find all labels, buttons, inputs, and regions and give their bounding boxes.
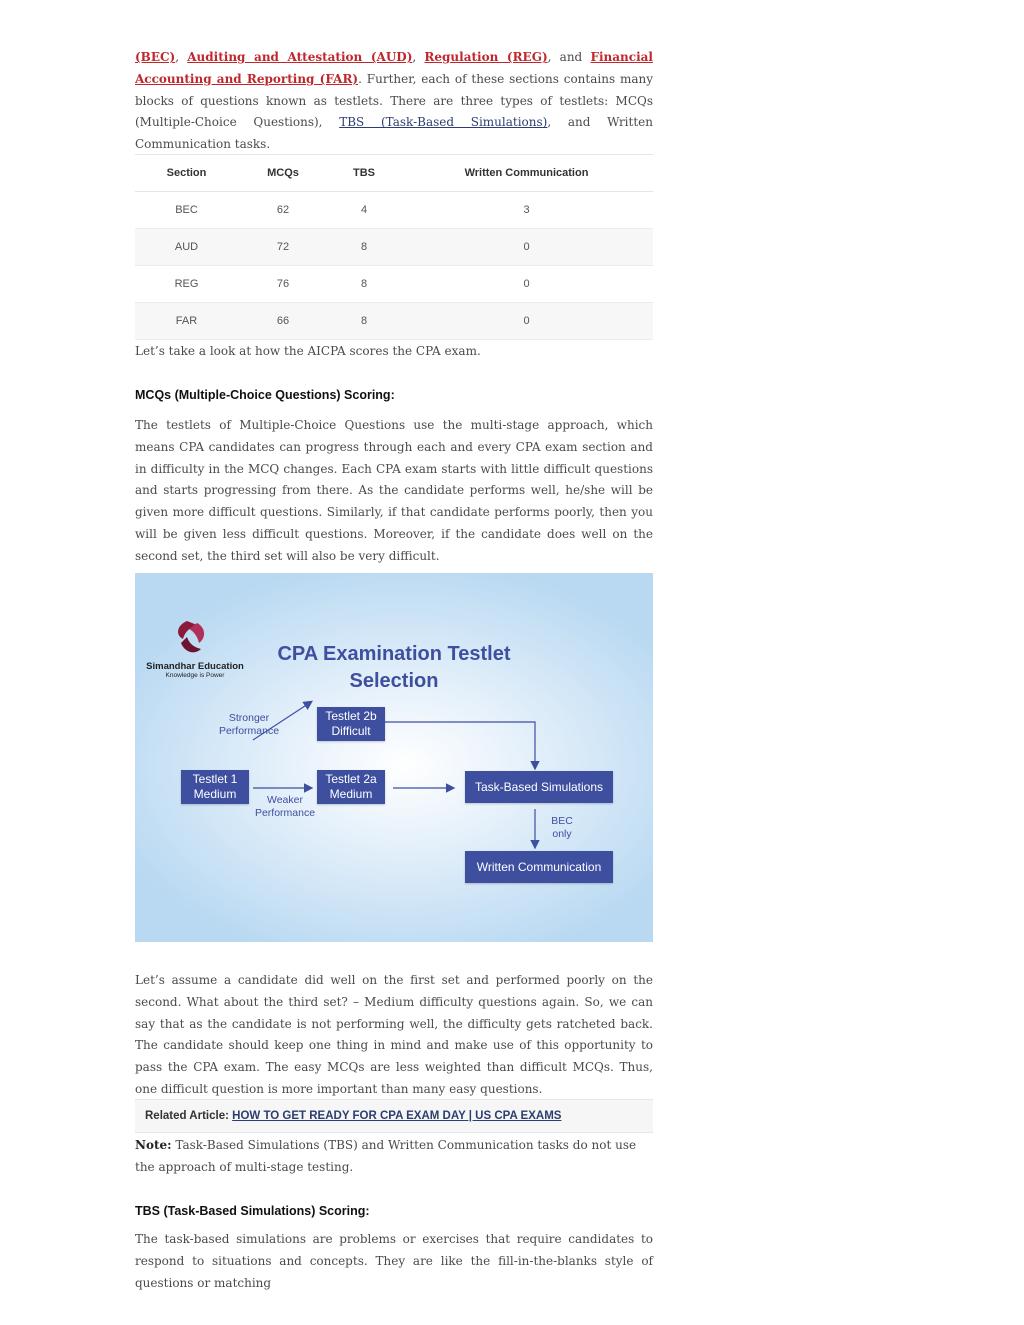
lookline-text: Let’s take a look at how the AICPA scores the CPA exam. [135, 344, 481, 358]
tbs-paragraph: The task-based simulations are problems or exercises that require candidates to respond to situations and concepts. They are like the fill-in-the-blanks style of questions or matching [135, 1232, 653, 1290]
weaker-performance-label: Weaker Performance [254, 794, 316, 819]
aud-link[interactable]: Auditing and Attestation (AUD) [187, 50, 413, 64]
table-cell: 62 [238, 192, 328, 229]
note-label: Note: [135, 1138, 172, 1152]
related-article-label: Related Article: [145, 1110, 229, 1122]
brand-name: Simandhar Education [146, 661, 244, 672]
table-cell: 8 [328, 266, 400, 303]
tbs-link[interactable]: TBS (Task-Based Simulations) [339, 115, 548, 130]
task-based-simulations-box: Task-Based Simulations [465, 771, 613, 803]
table-cell: AUD [135, 229, 238, 266]
testlet-selection-figure [135, 573, 653, 942]
table-row [135, 229, 653, 266]
table-header: Section [135, 155, 238, 192]
sections-table [135, 154, 653, 340]
brand-block [141, 661, 249, 679]
table-row [135, 303, 653, 340]
table-row [135, 266, 653, 303]
testlet-2b-box: Testlet 2b Difficult [317, 707, 385, 741]
table-header: MCQs [238, 155, 328, 192]
table-cell: REG [135, 266, 238, 303]
assume-paragraph: Let’s assume a candidate did well on the first set and performed poorly on the second. What about the third set? – Medium difficulty questions again. So, we can say that as the candidate is not performing well, the difficulty gets ratcheted back. The candidate should keep one thing in mind and make use of this opportunity to pass the CPA exam. The easy MCQs are less weighted than difficult MCQs. Thus, one difficult question is more important than many easy questions. [135, 973, 653, 1096]
figure-title: CPA Examination Testlet Selection [277, 643, 511, 692]
table-cell: 4 [328, 192, 400, 229]
related-article-link[interactable]: HOW TO GET READY FOR CPA EXAM DAY | US CPA EXAMS [232, 1110, 562, 1122]
table-cell: 66 [238, 303, 328, 340]
testlet-2a-box: Testlet 2a Medium [317, 770, 385, 804]
mcq-paragraph: The testlets of Multiple-Choice Questions use the multi-stage approach, which means CPA candidates can progress through each and every CPA exam section and in difficulty in the MCQ changes. Each CPA exam starts with little difficult questions and starts progressing from there. As the candidate performs well, he/she will be given more difficult questions. Similarly, if that candidate performs poorly, then you will be given less difficult questions. Moreover, if the candidate does well on the second set, the third set will also be very difficult. [135, 418, 653, 563]
table-header: TBS [328, 155, 400, 192]
intro-separator: , [175, 50, 188, 64]
reg-link[interactable]: Regulation (REG) [424, 50, 548, 64]
simandhar-logo-icon [178, 621, 204, 652]
brand-tagline: Knowledge is Power [165, 672, 225, 679]
difficult-to-tbs-arrow [385, 722, 535, 768]
table-header-row [135, 155, 653, 192]
table-cell: 76 [238, 266, 328, 303]
table-cell: 8 [328, 229, 400, 266]
table-cell: 0 [400, 229, 653, 266]
table-cell: 72 [238, 229, 328, 266]
bec-link[interactable]: (BEC) [135, 50, 176, 64]
sections-table-wrapper [135, 154, 653, 340]
tbs-heading: TBS (Task-Based Simulations) Scoring: [135, 1204, 370, 1218]
table-cell: 0 [400, 266, 653, 303]
intro-separator: , and [547, 50, 591, 64]
flow-arrows [135, 573, 653, 942]
table-cell: 3 [400, 192, 653, 229]
stronger-performance-label: Stronger Performance [218, 712, 280, 737]
note-text: Task-Based Simulations (TBS) and Written Communication tasks do not use the approach of multi-stage testing. [135, 1138, 637, 1174]
table-header: Written Communication [400, 155, 653, 192]
intro-text-end: , and Written Communication tasks. [135, 115, 653, 152]
related-article-bar [135, 1099, 653, 1133]
intro-separator: , [412, 50, 425, 64]
written-communication-box: Written Communication [465, 851, 613, 883]
bec-only-label: BEC only [551, 815, 573, 840]
mcq-heading: MCQs (Multiple-Choice Questions) Scoring: [135, 388, 395, 402]
note-paragraph [135, 1135, 653, 1179]
intro-text: . Further, each of these sections contains many blocks of questions known as testlets. There are three types of testlets: MCQs (Multiple-Choice Questions), [135, 71, 653, 130]
table-cell: FAR [135, 303, 238, 340]
table-cell: 0 [400, 303, 653, 340]
table-cell: 8 [328, 303, 400, 340]
testlet-1-box: Testlet 1 Medium [181, 770, 249, 804]
table-row [135, 192, 653, 229]
far-link[interactable]: Financial Accounting and Reporting (FAR) [135, 50, 653, 86]
intro-paragraph [135, 47, 653, 156]
table-cell: BEC [135, 192, 238, 229]
